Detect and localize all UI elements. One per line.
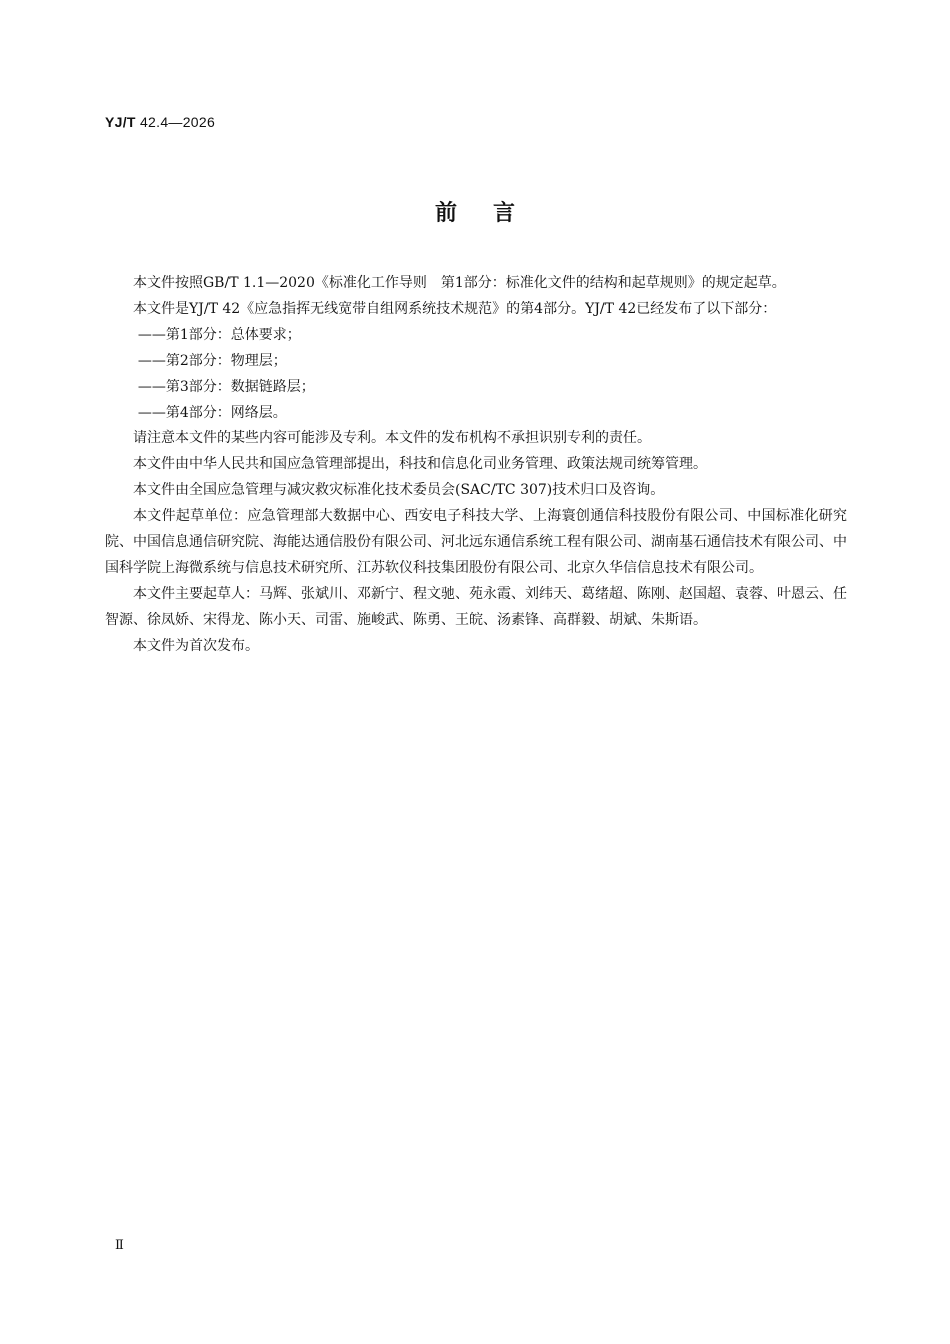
page-title: 前言	[434, 201, 551, 226]
list-item-part-1: ——第1部分：总体要求；	[137, 326, 301, 343]
paragraph-drafters: 本文件主要起草人：马辉、张斌川、邓新宁、程文驰、苑永霞、刘纬天、葛绪超、陈刚、赵国超、袁蓉、叶恩云、任智源、徐凤娇、宋得龙、陈小天、司雷、施峻武、陈勇、王皖、汤素锋、高群毅、胡斌、朱斯语。	[105, 585, 847, 628]
list-item-part-3: ——第3部分：数据链路层；	[137, 378, 315, 395]
paragraph-patent-notice: 请注意本文件的某些内容可能涉及专利。本文件的发布机构不承担识别专利的责任。	[133, 430, 651, 447]
list-item-part-2: ——第2部分：物理层；	[137, 352, 287, 369]
paragraph-series-intro: 本文件是YJ/T 42《应急指挥无线宽带自组网系统技术规范》的第4部分。YJ/T 42已经发布了以下部分：	[133, 300, 777, 317]
paragraph-first-release: 本文件为首次发布。	[133, 637, 259, 654]
page-number: Ⅱ	[115, 1238, 124, 1253]
standard-code-prefix: YJ/T	[105, 114, 136, 130]
paragraph-drafting-units: 本文件起草单位：应急管理部大数据中心、西安电子科技大学、上海寰创通信科技股份有限公司、中国标准化研究院、中国信息通信研究院、海能达通信股份有限公司、河北远东通信系统工程有限公司、湖南基石通信技术有限公司、中国科学院上海微系统与信息技术研究所、江苏软仪科技集团股份有限公司、北京久华信信息技术有限公司。	[105, 508, 847, 576]
standard-code-number: 42.4—2026	[139, 114, 216, 130]
standard-code	[105, 114, 215, 130]
paragraph-committee: 本文件由全国应急管理与减灾救灾标准化技术委员会(SAC/TC 307)技术归口及咨询。	[133, 482, 665, 499]
paragraph-proposer: 本文件由中华人民共和国应急管理部提出，科技和信息化司业务管理、政策法规司统筹管理。	[133, 456, 707, 473]
list-item-part-4: ——第4部分：网络层。	[137, 404, 287, 421]
foreword-body	[105, 271, 847, 660]
paragraph-drafting-rules: 本文件按照GB/T 1.1—2020《标准化工作导则 第1部分：标准化文件的结构和起草规则》的规定起草。	[133, 275, 786, 291]
